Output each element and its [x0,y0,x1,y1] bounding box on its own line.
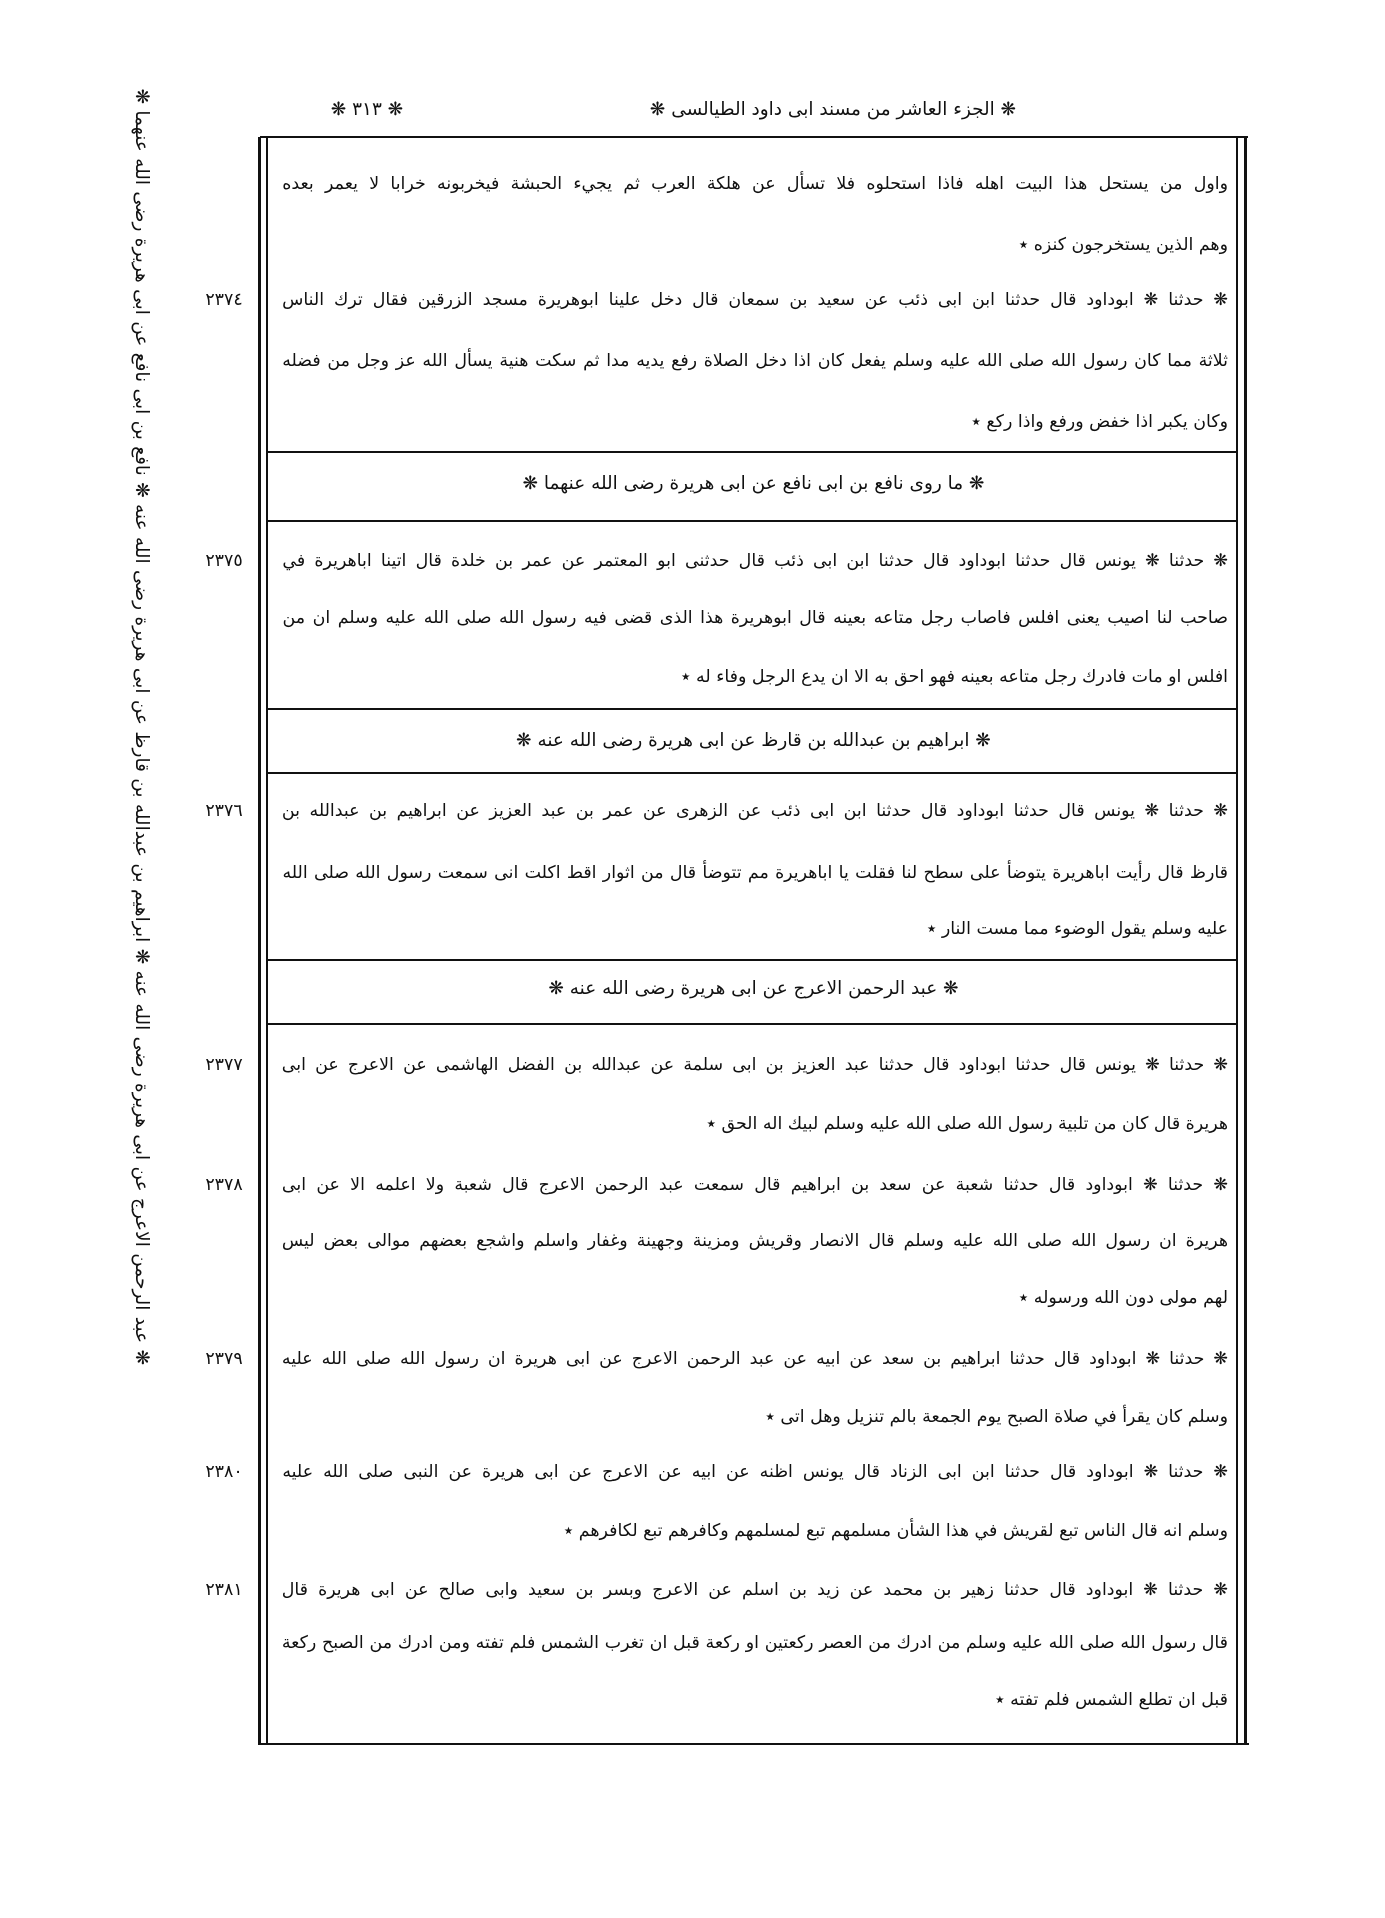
frame-border-left-outer [258,137,261,1745]
line-text: هريرة قال كان من تلبية رسول الله صلى الله عليه وسلم لبيك اله الحق ٭ [706,1114,1228,1134]
line-text: عليه وسلم يقول الوضوء مما مست النار ٭ [926,919,1228,939]
text-line [279,402,1228,442]
hadith-number: ٢٣٧٩ [205,1349,243,1369]
hadith-number: ٢٣٧٥ [205,551,243,571]
section-heading-text: ❋ عبد الرحمن الاعرج عن ابى هريرة رضى الله عنه ❋ [548,978,959,999]
text-line [279,598,1228,638]
text-line [279,1339,1228,1379]
line-text: قارظ قال رأيت اباهريرة يتوضأ على سطح لنا فقلت يا اباهريرة مم تتوضأ قال من اثوار اقط اكلت انى سمعت رسول الله صلى الله [282,863,1228,883]
separator-rule [268,708,1236,710]
line-text: ثلاثة مما كان رسول الله صلى الله عليه وسلم يفعل كان اذا دخل الصلاة رفع يديه مدا ثم سكت هنية يسأل الله عز وجل من فضله [282,351,1228,371]
section-heading [279,969,1228,1009]
frame-border-right-outer [1244,137,1247,1745]
running-title [533,90,1133,130]
section-heading-text: ❋ ابراهيم بن عبدالله بن قارظ عن ابى هريرة رضى الله عنه ❋ [516,730,991,751]
text-line [279,1104,1228,1144]
section-heading [279,721,1228,761]
text-line [279,225,1228,265]
line-text: ❋ حدثنا ❋ يونس قال حدثنا ابوداود قال حدثنا ابن ابى ذئب قال حدثنى ابو المعتمر عن عمر بن خلدة قال اتينا اباهريرة في [282,551,1228,571]
separator-rule [268,520,1236,522]
line-text: وسلم كان يقرأ في صلاة الصبح يوم الجمعة بالم تنزيل وهل اتى ٭ [765,1407,1228,1427]
frame-border-top [260,136,1248,138]
line-text: هريرة ان رسول الله صلى الله عليه وسلم قال الانصار وقريش ومزينة وجهينة وغفار واسلم واشجع بعضهم موالى بعض ليس [281,1231,1228,1251]
running-title-text: ❋ الجزء العاشر من مسند ابى داود الطيالسى ❋ [649,99,1017,120]
text-line [279,280,1228,320]
text-line [279,164,1228,204]
text-line [279,1680,1228,1720]
hadith-number: ٢٣٧٧ [205,1055,243,1075]
frame-border-left-inner [266,137,268,1745]
margin-note-text: ❋ عبد الرحمن الاعرج عن ابى هريرة رضى الله عنه ❋ ابراهيم بن عبدالله بن قارظ عن ابى هريرة رضى الله عنه ❋ نافع بن ابى نافع عن ابى هريرة رضى الله عنهما ❋ [131,88,152,1365]
text-line [279,1511,1228,1551]
page-number [300,90,434,130]
line-text: ❋ حدثنا ❋ ابوداود قال حدثنا ابن ابى الزناد قال يونس اظنه عن ابيه عن الاعرج عن ابى هريرة عن النبى صلى الله عليه [282,1462,1228,1482]
text-line [279,1165,1228,1205]
separator-rule [268,772,1236,774]
separator-rule [268,1023,1236,1025]
text-line [279,909,1228,949]
hadith-number: ٢٣٧٨ [205,1175,243,1195]
text-line [279,1623,1228,1663]
line-text: ❋ حدثنا ❋ ابوداود قال حدثنا زهير بن محمد عن زيد بن اسلم عن الاعرج وبسر بن سعيد وابى صالح عن ابى هريرة قال [281,1580,1228,1600]
text-line [279,1452,1228,1492]
text-line [279,1397,1228,1437]
hadith-number: ٢٣٨٠ [205,1462,243,1482]
text-line [279,341,1228,381]
line-text: صاحب لنا اصيب يعنى افلس فاصاب رجل متاعه بعينه قال ابوهريرة هذا الذى قضى فيه رسول الله صلى الله عليه وسلم ان من [282,608,1228,628]
section-heading [279,464,1228,504]
line-text: لهم مولى دون الله ورسوله ٭ [1018,1288,1228,1308]
line-text: ❋ حدثنا ❋ يونس قال حدثنا ابوداود قال حدثنا عبد العزيز بن ابى سلمة عن عبدالله بن الفضل الهاشمى عن الاعرج عن ابى [281,1055,1228,1075]
hadith-number: ٢٣٧٦ [205,801,243,821]
text-line [279,853,1228,893]
text-line [279,541,1228,581]
text-line [279,1278,1228,1318]
separator-rule [268,959,1236,961]
frame-border-right-inner [1236,137,1238,1745]
text-line [279,1045,1228,1085]
text-line [279,791,1228,831]
text-line [279,1570,1228,1610]
line-text: قال رسول الله صلى الله عليه وسلم من ادرك من العصر ركعتين او ركعة قبل ان تغرب الشمس فلم تفته ومن ادرك من الصبح ركعة [281,1633,1228,1653]
separator-rule [268,451,1236,453]
margin-note [113,85,169,1365]
hadith-number: ٢٣٨١ [205,1580,243,1600]
line-text: قبل ان تطلع الشمس فلم تفته ٭ [995,1690,1228,1710]
section-heading-text: ❋ ما روى نافع بن ابى نافع عن ابى هريرة رضى الله عنهما ❋ [522,473,985,494]
line-text: وسلم انه قال الناس تبع لقريش في هذا الشأن مسلمهم تبع لمسلمهم وكافرهم تبع لكافرهم ٭ [563,1521,1228,1541]
text-line [279,1221,1228,1261]
line-text: وهم الذين يستخرجون كنزه ٭ [1018,235,1228,255]
line-text: واول من يستحل هذا البيت اهله فاذا استحلوه فلا تسأل عن هلكة العرب ثم يجيء الحبشة فيخربونه خرابا لا يعمر بعده [282,174,1228,194]
page-number-text: ❋ ٣١٣ ❋ [330,99,404,120]
line-text: ❋ حدثنا ❋ ابوداود قال حدثنا ابراهيم بن سعد عن ابيه عن عبد الرحمن الاعرج عن ابى هريرة ان رسول الله صلى الله عليه [281,1349,1228,1369]
text-line [279,657,1228,697]
line-text: ❋ حدثنا ❋ يونس قال حدثنا ابوداود قال حدثنا ابن ابى ذئب عن الزهرى عن عمر بن عبد العزيز عن ابراهيم بن عبدالله بن [281,801,1228,821]
hadith-number: ٢٣٧٤ [205,290,243,310]
line-text: افلس او مات فادرك رجل متاعه بعينه فهو احق به الا ان يدع الرجل وفاء له ٭ [681,667,1228,687]
line-text: ❋ حدثنا ❋ ابوداود قال حدثنا ابن ابى ذئب عن سعيد بن سمعان قال دخل علينا ابوهريرة مسجد الزرقين فقال ترك الناس [282,290,1228,310]
frame-border-bottom [258,1743,1249,1745]
line-text: ❋ حدثنا ❋ ابوداود قال حدثنا شعبة عن سعد بن ابراهيم قال سمعت عبد الرحمن الاعرج قال شعبة ولا اعلمه الا عن ابى [281,1175,1228,1195]
line-text: وكان يكبر اذا خفض ورفع واذا ركع ٭ [971,412,1228,432]
